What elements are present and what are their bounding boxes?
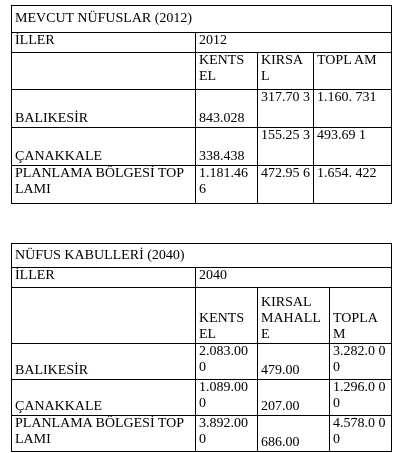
empty-header-cell — [12, 53, 196, 90]
total-value: 493.69 1 — [314, 128, 392, 166]
urban-value: 3.892.00 0 — [196, 416, 258, 452]
total-value: 4.578.0 00 — [330, 416, 392, 452]
total-value: 1.160. 731 — [314, 90, 392, 128]
total-value: 3.282.0 00 — [330, 344, 392, 380]
column-header-rural: KIRSAL MAHALL E — [258, 288, 330, 344]
table-row — [12, 380, 392, 416]
column-header-total: TOPL AM — [314, 53, 392, 90]
rural-value: 317.70 3 — [258, 90, 314, 128]
table-title: MEVCUT NÜFUSLAR (2012) — [12, 6, 392, 33]
table-row — [12, 128, 392, 166]
table-title: NÜFUS KABULLERİ (2040) — [12, 244, 392, 268]
population-projection-table — [11, 243, 392, 452]
column-header-urban: KENTS EL — [196, 53, 258, 90]
province-name: PLANLAMA BÖLGESİ TOPLAMI — [12, 166, 196, 204]
province-name: BALIKESİR — [12, 90, 196, 128]
provinces-header: İLLER — [12, 268, 196, 288]
urban-value: 843.028 — [196, 90, 258, 128]
current-population-table — [11, 5, 392, 204]
provinces-header: İLLER — [12, 33, 196, 53]
total-value: 1.296.0 00 — [330, 380, 392, 416]
table-row — [12, 344, 392, 380]
rural-value: 155.25 3 — [258, 128, 314, 166]
column-header-rural: KIRSA L — [258, 53, 314, 90]
table-row — [12, 416, 392, 452]
year-header: 2040 — [196, 268, 392, 288]
rural-value: 686.00 — [258, 416, 330, 452]
province-name: BALIKESİR — [12, 344, 196, 380]
rural-value: 472.95 6 — [258, 166, 314, 204]
province-name: ÇANAKKALE — [12, 380, 196, 416]
empty-header-cell — [12, 288, 196, 344]
year-header: 2012 — [196, 33, 392, 53]
urban-value: 338.438 — [196, 128, 258, 166]
table-row — [12, 90, 392, 128]
rural-value: 479.00 — [258, 344, 330, 380]
column-header-total: TOPLA M — [330, 288, 392, 344]
province-name: ÇANAKKALE — [12, 128, 196, 166]
urban-value: 1.181.46 6 — [196, 166, 258, 204]
urban-value: 1.089.00 0 — [196, 380, 258, 416]
column-header-urban: KENTS EL — [196, 288, 258, 344]
table-row — [12, 166, 392, 204]
province-name: PLANLAMA BÖLGESİ TOPLAMI — [12, 416, 196, 452]
total-value: 1.654. 422 — [314, 166, 392, 204]
urban-value: 2.083.00 0 — [196, 344, 258, 380]
rural-value: 207.00 — [258, 380, 330, 416]
